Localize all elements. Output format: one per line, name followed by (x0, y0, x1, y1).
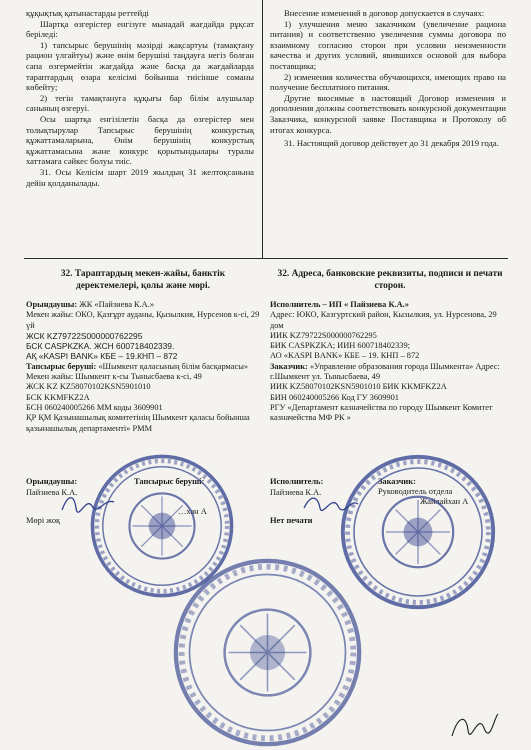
ru-executor-iik: ИИК KZ79722S000000762295 (270, 330, 377, 340)
ru-sig-customer-role: Руководитель отдела (378, 487, 453, 496)
kz-para-4: 2) тегін тамақтануға құқығы бар білім алушылар санының өзгеруі. (26, 92, 254, 114)
signature-mark-right (300, 490, 362, 518)
ru-sig-executor-name: Пайзиева К.А. (270, 488, 322, 497)
signature-mark-corner (448, 708, 502, 744)
kz-para-3: 1) тапсырыс берушінің мәзірді жақсартуы (тамақтану рацион үлгайтуы) және өнім берушіні таңдауға негіз болған сапа өзгермейтін жағдайда және басқа да жағдайларда тараптардың өзара келісімі бойынша тиісінше соманы көбейту; (26, 39, 254, 93)
ru-no-seal-note: Нет печати (270, 516, 313, 525)
kz-para-2: Шартқа өзгерістер енгізуге мынадай жағдайда рұқсат беріледі: (26, 18, 254, 40)
kz-sig-executor-name: Пайзиева К.А. (26, 488, 78, 497)
ru-sig-customer-name: Жайлайхан А (420, 497, 469, 506)
kz-no-seal-note: Мөрі жоқ (26, 516, 61, 525)
kz-executor-label: Орындаушы: (26, 300, 78, 309)
ru-para-3: 2) изменения количества обучающихся, имеющих право на получение бесплатного питания. (270, 71, 506, 93)
ru-section-32-title: 32. Адреса, банковские реквизиты, подписи и печати сторон. (277, 269, 503, 291)
kz-sig-executor-label: Орындаушы: (26, 477, 78, 486)
kz-executor-name: ЖК «Пайзиева К.А.» (77, 300, 155, 309)
kz-para-6: 31. Осы Келісім шарт 2019 жылдың 31 желтоқсанына дейін қолданылады. (26, 166, 254, 188)
section-divider (24, 258, 508, 259)
column-divider (262, 0, 263, 258)
kz-executor-bank: АҚ «KASPI BANK» КБЕ – 19.КНП – 872 (26, 351, 178, 362)
ru-para-2: 1) улучшения меню заказчиком (увеличение рациона питания) и соответственно увеличения суммы договора по взаимному согласию сторон при условии неизменности качества и других условий, явившихся основой для выбора поставщика; (270, 18, 506, 71)
signature-mark-left (58, 490, 118, 518)
ru-contract-terms (270, 8, 506, 149)
ru-customer-treasury: РГУ «Департамент казначейства по городу Шымкент Комитет казначейства МФ РК » (270, 402, 493, 423)
kz-executor-iik: ЖСК KZ79722S000000762295 (26, 330, 143, 341)
kz-section-32-title: 32. Тараптардың мекен-жайы, банктік деректемелері, қолы және мөрі. (60, 269, 226, 291)
ru-customer-label: Заказчик: (270, 361, 308, 371)
kz-para-1: құқықтық қатынастарды реттейді (26, 8, 149, 18)
kz-customer-name: «Шымкент қаласының білім басқармасы» (96, 361, 249, 371)
official-seal-right (338, 452, 498, 612)
kz-sig-customer-label: Тапсырыс беруші: (134, 477, 205, 486)
ru-requisites (270, 300, 508, 424)
ru-customer-iik: ИИК KZ58070102KSN5901010 БИК KKMFKZ2A (270, 382, 447, 392)
kz-executor-bik: БСК CASPKZKA. ЖСН 600718402339. (26, 341, 175, 352)
ru-executor-bank: АО «KASPI BANK» КБЕ – 19. КНП – 872 (270, 351, 420, 361)
ru-para-5: 31. Настоящий договор действует до 31 декабря 2019 года. (284, 138, 499, 149)
ru-executor-address: Адрес: ЮКО, Казгуртский район, Кызылкия, ул. Нурсенова, 29 дом (270, 310, 497, 330)
official-seal-center (170, 555, 365, 750)
ru-customer-name: «Управление образования города Шымкента» Адрес: г.Шымкент ул. Тынысбаева, 49 (270, 361, 500, 382)
ru-executor-label: Исполнитель – ИП « Пайзиева К.А.» (270, 300, 409, 309)
kz-customer-address: Мекен жайы: Шымкент к-сы Тынысбаева к-сі, 49 (26, 372, 202, 382)
kz-customer-bin: БСН 060240005266 МM коды 3609901 (26, 402, 163, 412)
kz-sig-customer-name: …хан А (178, 507, 207, 516)
ru-para-1: Внесение изменений в договор допускается в случаях: (284, 8, 485, 18)
kz-requisites (26, 300, 262, 434)
kz-contract-terms (26, 8, 254, 188)
kz-customer-label: Тапсырыс беруші: (26, 361, 97, 371)
ru-customer-bin: БИН 060240005266 Код ГУ 3609901 (270, 392, 399, 402)
kz-customer-iik: ЖСК KZ KZ58070102KSN5901010 (26, 382, 151, 392)
kz-para-5: Осы шартқа енгізілетін басқа да өзгерістер мен толықтырулар Тапсырыс берушінің конкурстық құжаттамаларына, Өнім берушінің конкурстық құжаттамасына және конкурс қорытындылары туралы хаттамаға сәйкес болуы тиіс. (26, 113, 254, 167)
ru-sig-customer-label: Заказчик: (378, 477, 416, 486)
ru-executor-bik: БИК CASPKZKA; ИИН 600718402339; (270, 341, 410, 351)
kz-executor-address: Мекен жайы: ОКО, Қазғұрт ауданы, Қызылкия, Нурсенов к-сі, 29 үй (26, 310, 260, 330)
kz-customer-bik: БСК KKMFKZ2A (26, 392, 90, 402)
ru-para-4: Другие вносимые в настоящий Договор изменения и дополнения должны соответствовать конкурсной документации Заказчика, конкурсной заявке Поставщика и Протоколу об итогах конкурса. (270, 92, 506, 135)
kz-customer-treasury: ҚР ҚМ Қазынашылық комитетінің Шымкент қаласы бойынша қазынашылық департаменті» РММ (26, 413, 250, 433)
ru-sig-executor-label: Исполнитель: (270, 477, 324, 486)
